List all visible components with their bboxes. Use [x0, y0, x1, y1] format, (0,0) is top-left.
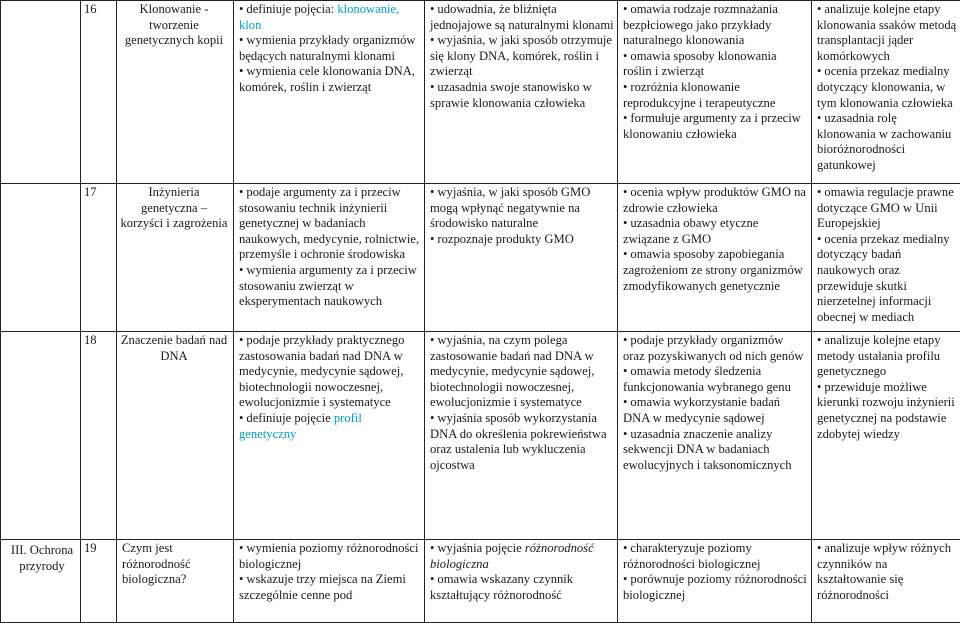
requirements-cell [425, 540, 618, 623]
lesson-title: Znaczenie badań nad DNA [117, 332, 231, 364]
lesson-title-cell [117, 184, 234, 332]
lesson-number: 18 [81, 332, 116, 349]
requirement-text: omawia wykorzystanie badań DNA w medycynie sądowej [623, 395, 780, 425]
requirement-item [430, 2, 614, 33]
requirement-text: uzasadnia rolę klonowania w zachowaniu bioróżnorodności gatunkowej [817, 111, 951, 172]
requirement-text: podaje przykłady praktycznego zastosowania badań nad DNA w medycynie, medycynie sądowej, biotechnologii nowoczesnej, ewolucjonizmie i systematyce [239, 333, 404, 409]
requirement-text: rozpoznaje produkty GMO [437, 232, 573, 246]
requirements-list [428, 185, 614, 247]
requirements-list [237, 185, 421, 310]
requirement-item [623, 80, 808, 111]
requirements-cell [618, 184, 812, 332]
lesson-title-cell [117, 1, 234, 184]
requirement-item [239, 2, 421, 33]
requirement-text: omawia rodzaje rozmnażania bezpłciowego jako przykłady naturalnego klonowania [623, 2, 778, 47]
requirement-text: porównuje poziomy różnorodności biologicznej [623, 572, 807, 602]
requirement-item [817, 185, 958, 232]
requirement-item [430, 80, 614, 111]
requirement-item [623, 2, 808, 49]
requirements-cell [812, 540, 960, 623]
requirement-text: analizuje wpływ różnych czynników na kształtowanie się różnorodności [817, 541, 951, 602]
requirement-text: formułuje argumenty za i przeciw klonowaniu człowieka [623, 111, 801, 141]
requirements-cell [234, 540, 425, 623]
requirement-text: podaje przykłady organizmów oraz pozyskiwanych od nich genów [623, 333, 803, 363]
requirement-text: ocenia przekaz medialny dotyczący klonowania, w tym klonowania człowieka [817, 64, 953, 109]
requirement-item [623, 247, 808, 294]
requirements-cell [234, 1, 425, 184]
requirement-item [623, 333, 808, 364]
requirements-list [237, 541, 421, 603]
requirement-text: wyjaśnia sposób wykorzystania DNA do określenia pokrewieństwa oraz ustalenia lub wykluczenia ojcostwa [430, 411, 607, 472]
requirement-item [430, 33, 614, 80]
requirement-item [239, 541, 421, 572]
lesson-title-cell [117, 540, 234, 623]
requirements-cell [425, 184, 618, 332]
table-row-17 [1, 184, 960, 332]
requirement-text: omawia metody śledzenia funkcjonowania wybranego genu [623, 364, 791, 394]
requirements-list [428, 2, 614, 111]
lesson-number-cell [81, 332, 117, 540]
table-row-18 [1, 332, 960, 540]
requirement-text: uzasadnia znaczenie analizy sekwencji DNA w badaniach ewolucyjnych i taksonomicznych [623, 427, 792, 472]
requirement-text: wyjaśnia, w jaki sposób GMO mogą wpłynąć negatywnie na środowisko naturalne [430, 185, 590, 230]
requirement-text: wymienia cele klonowania DNA, komórek, roślin i zwierząt [239, 64, 415, 94]
lesson-title-cell [117, 332, 234, 540]
requirements-list [428, 541, 614, 603]
requirement-text: omawia wskazany czynnik kształtujący różnorodność [430, 572, 573, 602]
section-title: III. Ochrona przyrody [1, 540, 80, 574]
lesson-title: Inżynieria genetyczna – korzyści i zagrożenia [117, 184, 231, 232]
requirement-text: wymienia przykłady organizmów będących naturalnymi klonami [239, 33, 415, 63]
requirement-item [817, 2, 958, 64]
requirements-list [621, 541, 808, 603]
requirement-item [430, 333, 614, 411]
requirement-item [817, 64, 958, 111]
requirement-text: uzasadnia obawy etyczne związane z GMO [623, 216, 758, 246]
requirement-text: definiuje pojęcie [246, 411, 333, 425]
requirements-list [815, 2, 958, 174]
requirements-cell [812, 332, 960, 540]
lesson-number-cell [81, 540, 117, 623]
requirement-text: analizuje kolejne etapy klonowania ssaków metodą transplantacji jąder komórkowych [817, 2, 956, 63]
requirement-text: wymienia argumenty za i przeciw stosowaniu zwierząt w eksperymentach naukowych [239, 263, 417, 308]
table-row-19 [1, 540, 960, 623]
requirement-text: charakteryzuje poziomy różnorodności biologicznej [623, 541, 760, 571]
section-cell [1, 540, 81, 623]
requirements-cell [618, 332, 812, 540]
lesson-number: 17 [81, 184, 116, 201]
lesson-title: Klonowanie - tworzenie genetycznych kopii [117, 1, 231, 49]
lesson-number: 16 [81, 1, 116, 18]
requirement-item [239, 33, 421, 64]
requirement-text: wyjaśnia, na czym polega zastosowanie badań nad DNA w medycynie, medycynie sądowej, biotechnologii nowoczesnej, ewolucjonizmie i systematyce [430, 333, 594, 409]
requirement-item [623, 427, 808, 474]
requirements-cell [425, 1, 618, 184]
requirement-item [430, 541, 614, 572]
requirements-list [815, 541, 958, 603]
requirements-cell [618, 1, 812, 184]
requirement-item [817, 333, 958, 380]
requirement-item [239, 263, 421, 310]
requirement-item [430, 572, 614, 603]
requirement-text: podaje argumenty za i przeciw stosowaniu technik inżynierii genetycznej w badaniach naukowych, medycynie, rolnictwie, przemyśle i ochronie środowiska [239, 185, 419, 261]
requirement-text: wyjaśnia, w jaki sposób otrzymuje się klony DNA, komórek, roślin i zwierząt [430, 33, 612, 78]
requirements-cell [618, 540, 812, 623]
table-row-16 [1, 1, 960, 184]
requirements-list [428, 333, 614, 473]
requirement-item [817, 380, 958, 442]
requirements-cell [812, 1, 960, 184]
requirement-text: omawia regulacje prawne dotyczące GMO w Unii Europejskiej [817, 185, 954, 230]
requirement-text: ocenia przekaz medialny dotyczący badań naukowych oraz przewiduje skutki nierzetelnej informacji obecnej w mediach [817, 232, 950, 324]
requirement-text: ocenia wpływ produktów GMO na zdrowie człowieka [623, 185, 806, 215]
lesson-number-cell [81, 1, 117, 184]
requirements-cell [234, 184, 425, 332]
requirement-item [239, 333, 421, 411]
requirement-text: przewiduje możliwe kierunki rozwoju inżynierii genetycznej na podstawie zdobytej wiedzy [817, 380, 955, 441]
section-cell-empty [1, 1, 81, 184]
requirement-item [623, 364, 808, 395]
requirement-item [623, 572, 808, 603]
requirement-text: udowadnia, że bliźnięta jednojajowe są naturalnymi klonami [430, 2, 614, 32]
requirement-item [239, 64, 421, 95]
lesson-number: 19 [81, 540, 116, 557]
requirements-list [621, 333, 808, 473]
requirements-list [237, 333, 421, 442]
requirement-item [239, 411, 421, 442]
requirement-item [430, 411, 614, 473]
requirement-item [817, 111, 958, 173]
requirements-cell [234, 332, 425, 540]
requirement-item [817, 232, 958, 326]
lesson-number-cell [81, 184, 117, 332]
requirements-list [237, 2, 421, 96]
requirements-list [815, 185, 958, 325]
requirement-item [623, 216, 808, 247]
requirement-item [430, 185, 614, 232]
requirement-text: wyjaśnia pojęcie [437, 541, 524, 555]
requirement-text: definiuje pojęcia: [246, 2, 337, 16]
requirements-list [621, 185, 808, 294]
requirements-cell [812, 184, 960, 332]
requirement-item [430, 232, 614, 248]
requirement-text: omawia sposoby zapobiegania zagrożeniom ze strony organizmów zmodyfikowanych genetycznie [623, 247, 803, 292]
section-cell-empty [1, 184, 81, 332]
requirement-text: wskazuje trzy miejsca na Ziemi szczególnie cenne pod [239, 572, 406, 602]
requirement-text: wymienia poziomy różnorodności biologicznej [239, 541, 419, 571]
requirement-item [623, 111, 808, 142]
requirement-item [817, 541, 958, 603]
requirement-item [623, 49, 808, 80]
requirement-text: różnorodność biologiczna [430, 541, 594, 571]
requirements-cell [425, 332, 618, 540]
requirement-text: omawia sposoby klonowania roślin i zwierząt [623, 49, 777, 79]
requirement-text: uzasadnia swoje stanowisko w sprawie klonowania człowieka [430, 80, 592, 110]
requirement-item [623, 185, 808, 216]
requirements-list [815, 333, 958, 442]
requirement-item [623, 541, 808, 572]
requirement-text: klonowanie, klon [239, 2, 399, 32]
requirement-item [239, 572, 421, 603]
requirement-item [623, 395, 808, 426]
requirements-list [621, 2, 808, 142]
requirement-text: profil genetyczny [239, 411, 362, 441]
requirement-text: analizuje kolejne etapy metody ustalania profilu genetycznego [817, 333, 941, 378]
requirement-text: rozróżnia klonowanie reprodukcyjne i terapeutyczne [623, 80, 775, 110]
requirement-item [239, 185, 421, 263]
section-cell-empty [1, 332, 81, 540]
lesson-title: Czym jest różnorodność biologiczna? [117, 540, 233, 588]
